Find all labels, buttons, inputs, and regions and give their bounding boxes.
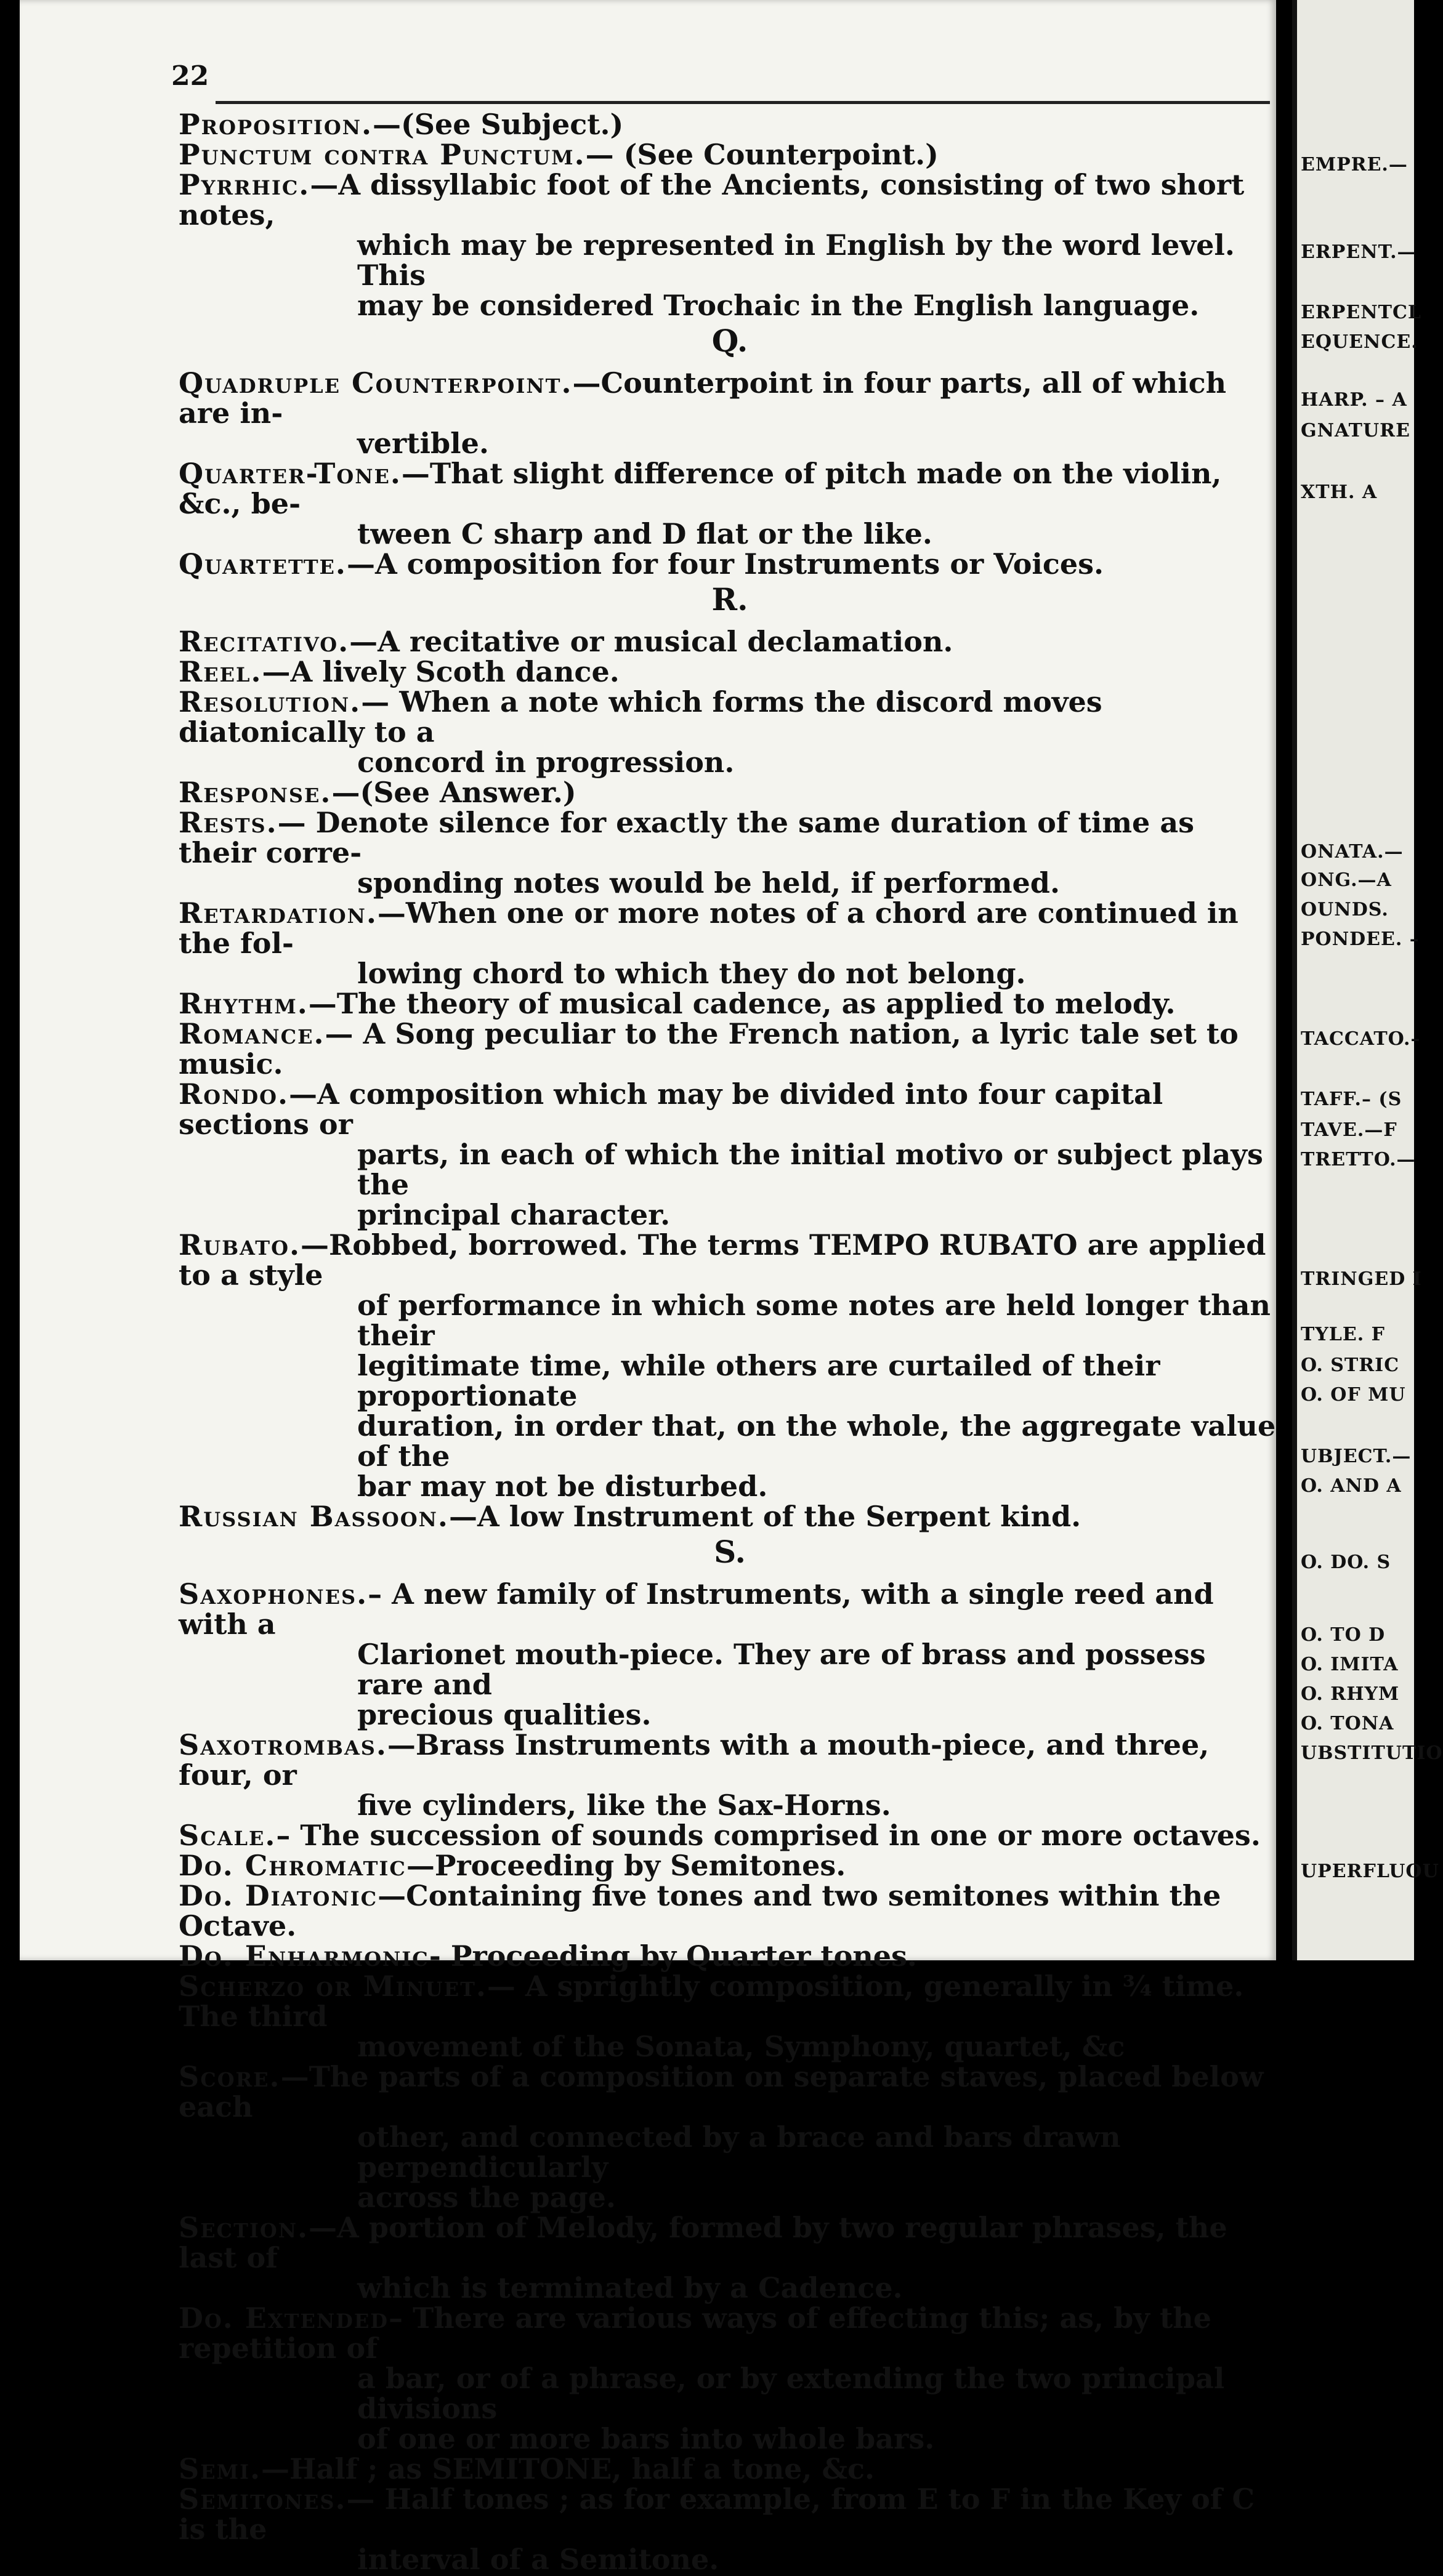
section-letter-r: R.: [711, 581, 748, 618]
entry-definition-line: duration, in order that, on the whole, the aggregate value of the: [357, 1409, 1276, 1473]
entry-definition-line: — A sprightly composition, generally in ¾ time. The third: [179, 1970, 1244, 2033]
entry-headword: Rondo.: [179, 1077, 289, 1111]
adjacent-page-fragment: HARP. – A: [1301, 389, 1407, 411]
entry-definition-line: principal character.: [357, 1198, 671, 1231]
entry-headword: Retardation.: [179, 896, 378, 930]
dictionary-entry: [179, 2484, 1281, 2575]
dictionary-entry: [179, 657, 1281, 687]
dictionary-entry: [179, 2303, 1281, 2454]
adjacent-page-fragment: UBSTITUTIO: [1301, 1742, 1443, 1764]
entry-headword: Recitativo.: [179, 625, 350, 658]
entry-headword: Rhythm.: [179, 987, 309, 1020]
entry-headword: Response.: [179, 776, 332, 809]
dictionary-entry: [179, 1941, 1281, 1971]
adjacent-page-fragment: O. OF MU: [1301, 1384, 1406, 1406]
dictionary-entry: [179, 1502, 1281, 1532]
entry-definition-line: lowing chord to which they do not belong.: [357, 957, 1026, 990]
adjacent-page-fragment: PONDEE. –: [1301, 928, 1420, 950]
dictionary-entry: [179, 549, 1281, 579]
dictionary-entry: [179, 2062, 1281, 2213]
entry-definition-line: —Proceeding by Semitones.: [406, 1849, 846, 1882]
adjacent-page-fragment: EMPRE.—: [1301, 154, 1408, 175]
entry-definition-line: vertible.: [357, 427, 489, 460]
entry-definition-line: —When one or more notes of a chord are continued in the fol-: [179, 896, 1239, 960]
adjacent-page-fragment: ONATA.—: [1301, 841, 1404, 863]
entries-s: [179, 1579, 1281, 2575]
entry-definition-line: —A recitative or musical declamation.: [349, 625, 953, 658]
entry-definition-line: —(See Answer.): [331, 776, 576, 809]
dictionary-entry: [179, 778, 1281, 808]
entry-definition-line: —The theory of musical cadence, as applied to melody.: [308, 987, 1176, 1020]
dictionary-entry: [179, 1230, 1281, 1502]
entry-definition-line: which is terminated by a Cadence.: [357, 2271, 903, 2304]
dictionary-entry: [179, 1851, 1281, 1881]
entry-definition-line: which may be represented in English by the word level. This: [357, 228, 1235, 292]
adjacent-page-strip: [1292, 0, 1443, 1960]
entry-definition-line: concord in progression.: [357, 746, 735, 779]
entry-headword: Quarter-Tone.: [179, 457, 402, 490]
dictionary-entry: [179, 989, 1281, 1019]
adjacent-page-fragment: TAVE.—F: [1301, 1119, 1397, 1141]
adjacent-page-fragment: O. DO. S: [1301, 1552, 1391, 1573]
entry-definition-line: —A composition for four Instruments or Voices.: [346, 547, 1104, 581]
entry-definition-line: movement of the Sonata, Symphony, quartet, &c: [357, 2030, 1125, 2063]
entry-definition-line: —That slight difference of pitch made on the violin, &c., be-: [179, 457, 1222, 520]
adjacent-page-fragment: O. STRIC: [1301, 1354, 1400, 1376]
dictionary-entry: [179, 2213, 1281, 2303]
entry-headword: Russian Bassoon.: [179, 1500, 449, 1533]
adjacent-page-fragment: GNATURE: [1301, 420, 1410, 441]
entry-headword: Semitones.: [179, 2482, 347, 2516]
entry-definition-line: —A portion of Melody, formed by two regular phrases, the last of: [179, 2211, 1227, 2274]
adjacent-page-fragment: TACCATO.–: [1301, 1028, 1421, 1050]
dictionary-entry: [179, 808, 1281, 898]
adjacent-page-fragment: XTH. A: [1301, 481, 1378, 503]
entry-definition-line: – The succession of sounds comprised in one or more octaves.: [276, 1819, 1261, 1852]
entry-definition-line: other, and connected by a brace and bars drawn perpendicularly: [357, 2120, 1121, 2184]
entry-definition-line: —Counterpoint in four parts, all of which are in-: [179, 366, 1227, 430]
section-letter-q: Q.: [711, 323, 748, 359]
page-number: 22: [171, 60, 209, 92]
adjacent-page-fragment: O. TO D: [1301, 1624, 1386, 1646]
adjacent-page-fragment: O. RHYM: [1301, 1683, 1400, 1705]
entry-headword: Scherzo or Minuet.: [179, 1970, 487, 2003]
entry-headword: Romance.: [179, 1017, 325, 1050]
entry-headword: Do. Extended: [179, 2301, 389, 2335]
adjacent-page-fragment: UBJECT.—: [1301, 1446, 1412, 1467]
entry-headword: Section.: [179, 2211, 309, 2244]
entry-headword: Quartette.: [179, 547, 347, 581]
entry-headword: Semi.: [179, 2452, 262, 2485]
adjacent-page-fragment: OUNDS.: [1301, 899, 1389, 920]
dictionary-entry: [179, 459, 1281, 549]
adjacent-page-fragment: TRINGED I: [1301, 1268, 1422, 1290]
adjacent-page-fragment: EQUENCE.: [1301, 331, 1418, 353]
entry-headword: Saxophones.: [179, 1577, 368, 1611]
dictionary-entry: [179, 2454, 1281, 2484]
entry-definition-line: sponding notes would be held, if performed.: [357, 866, 1060, 900]
dictionary-entry: [179, 1821, 1281, 1851]
dictionary-entry: [179, 1881, 1281, 1941]
adjacent-page-fragment: TYLE. F: [1301, 1324, 1385, 1345]
entry-definition-line: - Proceeding by Quarter tones.: [429, 1939, 917, 1973]
entry-headword: Do. Chromatic: [179, 1849, 406, 1882]
dictionary-entry: [179, 170, 1281, 321]
entry-headword: Pyrrhic.: [179, 168, 310, 201]
entry-definition-line: of performance in which some notes are held longer than their: [357, 1289, 1271, 1352]
entry-definition-line: — Denote silence for exactly the same duration of time as their corre-: [179, 806, 1195, 869]
entry-headword: Punctum contra Punctum.: [179, 138, 586, 171]
entry-definition-line: Clarionet mouth-piece. They are of brass and possess rare and: [357, 1638, 1206, 1701]
page-fold: [1292, 0, 1297, 1960]
entry-definition-line: of one or more bars into whole bars.: [357, 2422, 935, 2455]
entry-definition-line: —Brass Instruments with a mouth-piece, and three, four, or: [179, 1728, 1210, 1792]
adjacent-page-fragment: UPERFLUOU: [1301, 1861, 1439, 1882]
entry-headword: Do. Enharmonic: [179, 1939, 429, 1973]
entries-column: [179, 110, 1281, 2575]
entry-definition-line: —A lively Scoth dance.: [262, 655, 620, 688]
section-letter-s: S.: [714, 1534, 746, 1570]
entry-definition-line: – There are various ways of effecting this; as, by the repetition of: [179, 2301, 1211, 2365]
dictionary-entry: [179, 1730, 1281, 1821]
entries-q: [179, 368, 1281, 579]
entry-headword: Saxotrombas.: [179, 1728, 387, 1761]
entry-headword: Do. Diatonic: [179, 1879, 378, 1912]
entry-definition-line: —Robbed, borrowed. The terms TEMPO RUBATO are applied to a style: [179, 1228, 1266, 1292]
entry-definition-line: — Half tones ; as for example, from E to F in the Key of C is the: [179, 2482, 1255, 2546]
adjacent-page-fragment: TRETTO.—: [1301, 1149, 1416, 1170]
adjacent-page-fragment: TAFF.– (S: [1301, 1089, 1402, 1110]
entry-definition-line: – A new family of Instruments, with a single reed and with a: [179, 1577, 1214, 1641]
entry-definition: —(See Subject.): [373, 108, 624, 141]
entry-headword: Rubato.: [179, 1228, 301, 1262]
dictionary-entry: [179, 368, 1281, 459]
entry-definition-line: —A low Instrument of the Serpent kind.: [448, 1500, 1081, 1533]
entry-definition-line: —A composition which may be divided into four capital sections or: [179, 1077, 1163, 1141]
entry-definition-line: — A Song peculiar to the French nation, a lyric tale set to music.: [179, 1017, 1239, 1081]
dictionary-entry: [179, 687, 1281, 778]
adjacent-page-fragment: ERPENT.—: [1301, 241, 1417, 263]
entry-headword: Scale.: [179, 1819, 277, 1852]
entry-definition-line: —A dissyllabic foot of the Ancients, consisting of two short notes,: [179, 168, 1245, 231]
dictionary-entry: [179, 1019, 1281, 1079]
dictionary-entry: [179, 627, 1281, 657]
adjacent-page-fragment: O. IMITA: [1301, 1654, 1399, 1675]
entry-definition-line: —Half ; as SEMITONE, half a tone, &c.: [261, 2452, 875, 2485]
entry-definition: — (See Counterpoint.): [585, 138, 939, 171]
dictionary-entry: [179, 110, 1281, 140]
entry-definition-line: may be considered Trochaic in the English language.: [357, 289, 1200, 322]
entry-definition-line: legitimate time, while others are curtailed of their proportionate: [357, 1349, 1160, 1412]
top-rule: [216, 101, 1270, 104]
entry-headword: Reel.: [179, 655, 262, 688]
entry-headword: Score.: [179, 2060, 281, 2093]
entries-top: [179, 110, 1281, 321]
entry-definition-line: tween C sharp and D flat or the like.: [357, 517, 932, 550]
dictionary-entry: [179, 898, 1281, 989]
adjacent-page-fragment: O. TONA: [1301, 1713, 1394, 1734]
entry-definition-line: parts, in each of which the initial motivo or subject plays the: [357, 1138, 1263, 1201]
entry-headword: Quadruple Counterpoint.: [179, 366, 573, 400]
entry-headword: Resolution.: [179, 685, 362, 718]
dictionary-entry: [179, 1579, 1281, 1730]
entry-headword: Proposition.: [179, 108, 373, 141]
dictionary-entry: [179, 140, 1281, 170]
entry-definition-line: interval of a Semitone.: [357, 2543, 719, 2576]
entries-r: [179, 627, 1281, 1532]
entry-definition-line: bar may not be disturbed.: [357, 1470, 768, 1503]
entry-definition-line: —Containing five tones and two semitones within the Octave.: [179, 1879, 1221, 1942]
adjacent-page-fragment: ONG.—A: [1301, 869, 1392, 891]
entry-definition-line: —The parts of a composition on separate staves, placed below each: [179, 2060, 1264, 2123]
entry-definition-line: five cylinders, like the Sax-Horns.: [357, 1789, 891, 1822]
entry-definition-line: a bar, or of a phrase, or by extending the two principal divisions: [357, 2362, 1225, 2425]
entry-definition-line: across the page.: [357, 2181, 616, 2214]
entry-headword: Rests.: [179, 806, 278, 839]
dictionary-entry: [179, 1079, 1281, 1230]
entry-definition-line: precious qualities.: [357, 1698, 652, 1731]
adjacent-page-fragment: O. AND A: [1301, 1475, 1402, 1497]
entry-definition-line: — When a note which forms the discord moves diatonically to a: [179, 685, 1102, 749]
dictionary-entry: [179, 1971, 1281, 2062]
dictionary-page: [20, 0, 1276, 2576]
adjacent-page-fragment: ERPENTCL: [1301, 302, 1421, 323]
